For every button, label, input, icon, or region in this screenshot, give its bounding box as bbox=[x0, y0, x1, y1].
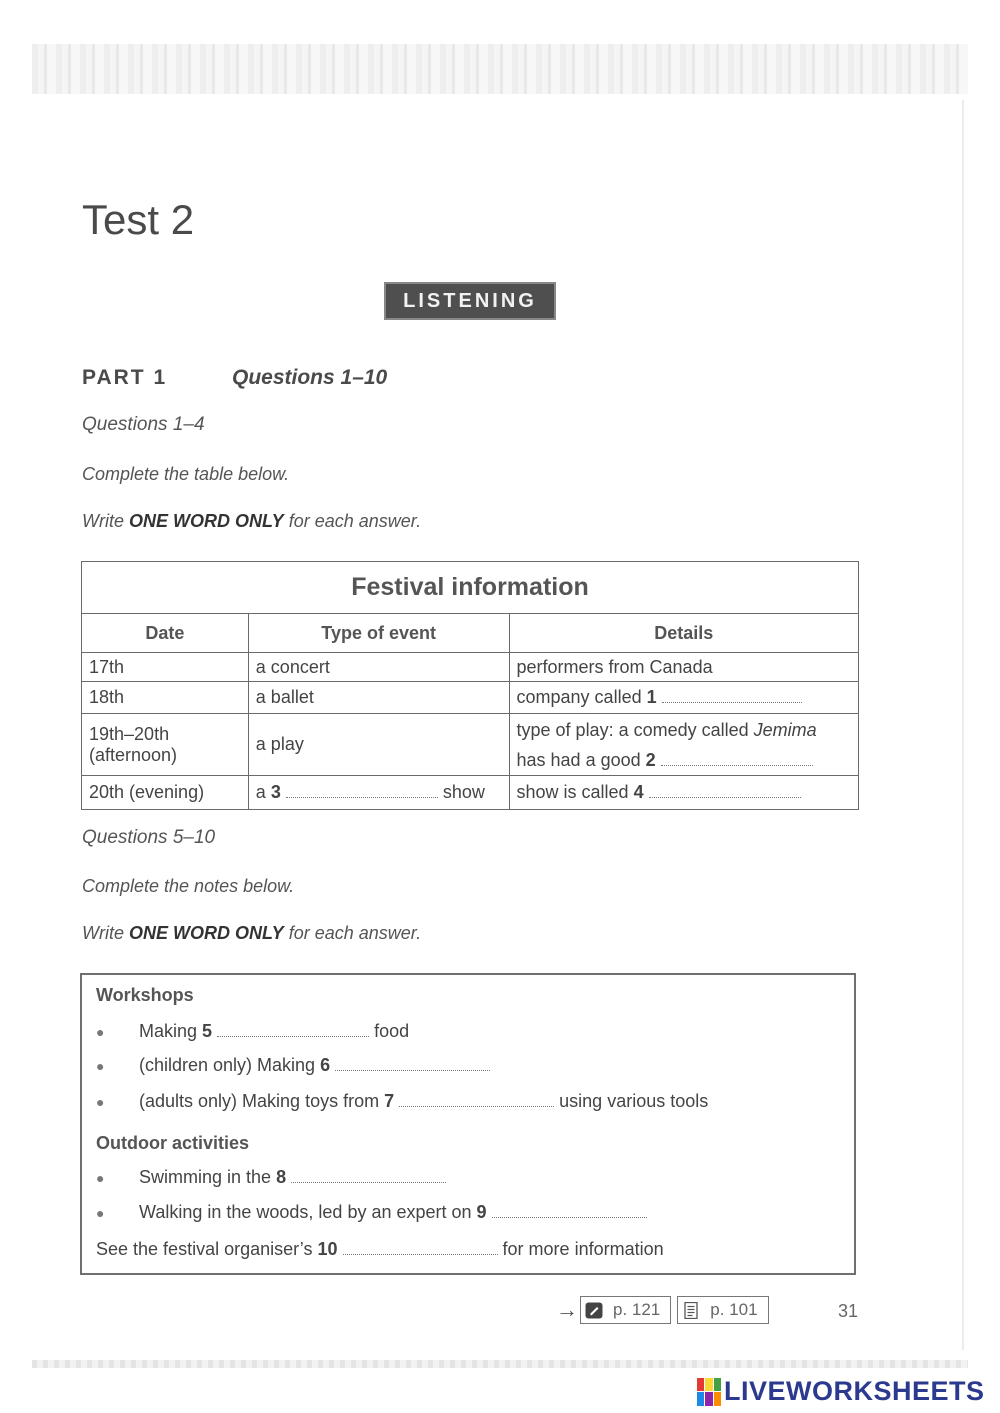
cell-event: a 3 show bbox=[248, 776, 509, 810]
header-details: Details bbox=[509, 614, 858, 653]
liveworksheets-logo-icon bbox=[697, 1378, 721, 1406]
question-number: 8 bbox=[276, 1167, 287, 1187]
question-number: 5 bbox=[202, 1021, 213, 1041]
answer-blank-3[interactable] bbox=[286, 785, 438, 798]
question-number: 1 bbox=[646, 687, 657, 707]
answer-key-icon bbox=[585, 1302, 603, 1319]
list-item: ● Making 5 food bbox=[96, 1021, 410, 1041]
section-badge: LISTENING bbox=[384, 282, 556, 320]
cell-event: a ballet bbox=[248, 682, 509, 714]
question-number: 7 bbox=[384, 1091, 395, 1111]
cell-event: a concert bbox=[248, 653, 509, 682]
cell-date: 18th bbox=[82, 682, 249, 714]
answer-key-reference[interactable]: p. 121 bbox=[580, 1296, 671, 1324]
cell-details: show is called 4 bbox=[509, 776, 858, 810]
bullet-icon: ● bbox=[96, 1024, 105, 1040]
festival-table-title: Festival information bbox=[81, 561, 859, 613]
bullet-icon: ● bbox=[96, 1170, 105, 1186]
cell-date: 20th (evening) bbox=[82, 776, 249, 810]
cell-details: performers from Canada bbox=[509, 653, 858, 682]
notes-box bbox=[80, 973, 856, 1275]
cell-date: 17th bbox=[82, 653, 249, 682]
questions-1-4-subheading: Questions 1–4 bbox=[82, 414, 205, 435]
bullet-icon: ● bbox=[96, 1094, 105, 1110]
notes-word-limit: Write ONE WORD ONLY for each answer. bbox=[82, 923, 422, 943]
festival-table bbox=[81, 561, 859, 810]
table-header-row bbox=[82, 614, 859, 653]
header-type: Type of event bbox=[248, 614, 509, 653]
answer-blank-10[interactable] bbox=[343, 1242, 498, 1255]
brand-name: LIVEWORKSHEETS bbox=[724, 1376, 985, 1406]
answer-blank-8[interactable] bbox=[291, 1170, 446, 1183]
scan-page-edge bbox=[962, 100, 964, 1350]
table-row bbox=[82, 776, 859, 810]
transcript-reference[interactable]: p. 101 bbox=[677, 1296, 768, 1324]
table-row bbox=[82, 653, 859, 682]
question-number: 2 bbox=[645, 749, 656, 770]
list-item: ● (adults only) Making toys from 7 using various tools bbox=[96, 1091, 709, 1111]
workshops-heading: Workshops bbox=[96, 985, 194, 1005]
questions-5-10-subheading: Questions 5–10 bbox=[82, 827, 216, 848]
cell-details: type of play: a comedy called Jemima has had a good 2 bbox=[509, 714, 858, 776]
test-title: Test 2 bbox=[82, 196, 195, 243]
arrow-right-icon: → bbox=[556, 1297, 578, 1322]
part-label: PART 1 bbox=[82, 366, 168, 389]
outdoor-heading: Outdoor activities bbox=[96, 1133, 250, 1153]
question-number: 4 bbox=[633, 782, 644, 802]
question-number: 10 bbox=[317, 1239, 338, 1259]
question-number: 6 bbox=[320, 1055, 331, 1075]
table-row bbox=[82, 714, 859, 776]
header-date: Date bbox=[82, 614, 249, 653]
answer-blank-7[interactable] bbox=[399, 1094, 554, 1107]
list-item: ● Swimming in the 8 bbox=[96, 1167, 446, 1188]
list-item: ● Walking in the woods, led by an expert on 9 bbox=[96, 1202, 647, 1223]
part-heading bbox=[82, 366, 387, 390]
answer-blank-9[interactable] bbox=[492, 1205, 647, 1218]
scan-header-strip bbox=[32, 44, 968, 94]
bullet-icon: ● bbox=[96, 1205, 105, 1221]
page-number: 31 bbox=[838, 1301, 859, 1321]
cell-date: 19th–20th (afternoon) bbox=[82, 714, 249, 776]
answer-blank-5[interactable] bbox=[217, 1024, 369, 1037]
answer-blank-2[interactable] bbox=[661, 753, 813, 766]
question-number: 9 bbox=[476, 1202, 487, 1222]
cell-event: a play bbox=[248, 714, 509, 776]
table-instruction: Complete the table below. bbox=[82, 464, 290, 484]
answer-blank-6[interactable] bbox=[335, 1058, 490, 1071]
table-row bbox=[82, 682, 859, 714]
scan-footer-strip bbox=[32, 1360, 968, 1368]
list-item: ● (children only) Making 6 bbox=[96, 1055, 490, 1076]
notes-footer: See the festival organiser’s 10 for more information bbox=[96, 1239, 664, 1259]
cell-details: company called 1 bbox=[509, 682, 858, 714]
table-word-limit: Write ONE WORD ONLY for each answer. bbox=[82, 511, 422, 531]
answer-blank-4[interactable] bbox=[649, 785, 801, 798]
answer-blank-1[interactable] bbox=[662, 690, 802, 703]
notes-instruction: Complete the notes below. bbox=[82, 876, 295, 896]
part-questions: Questions 1–10 bbox=[232, 366, 388, 389]
question-number: 3 bbox=[270, 782, 281, 802]
liveworksheets-brand[interactable] bbox=[697, 1376, 985, 1407]
page-references bbox=[556, 1296, 775, 1324]
bullet-icon: ● bbox=[96, 1058, 105, 1074]
document-icon bbox=[682, 1302, 700, 1319]
